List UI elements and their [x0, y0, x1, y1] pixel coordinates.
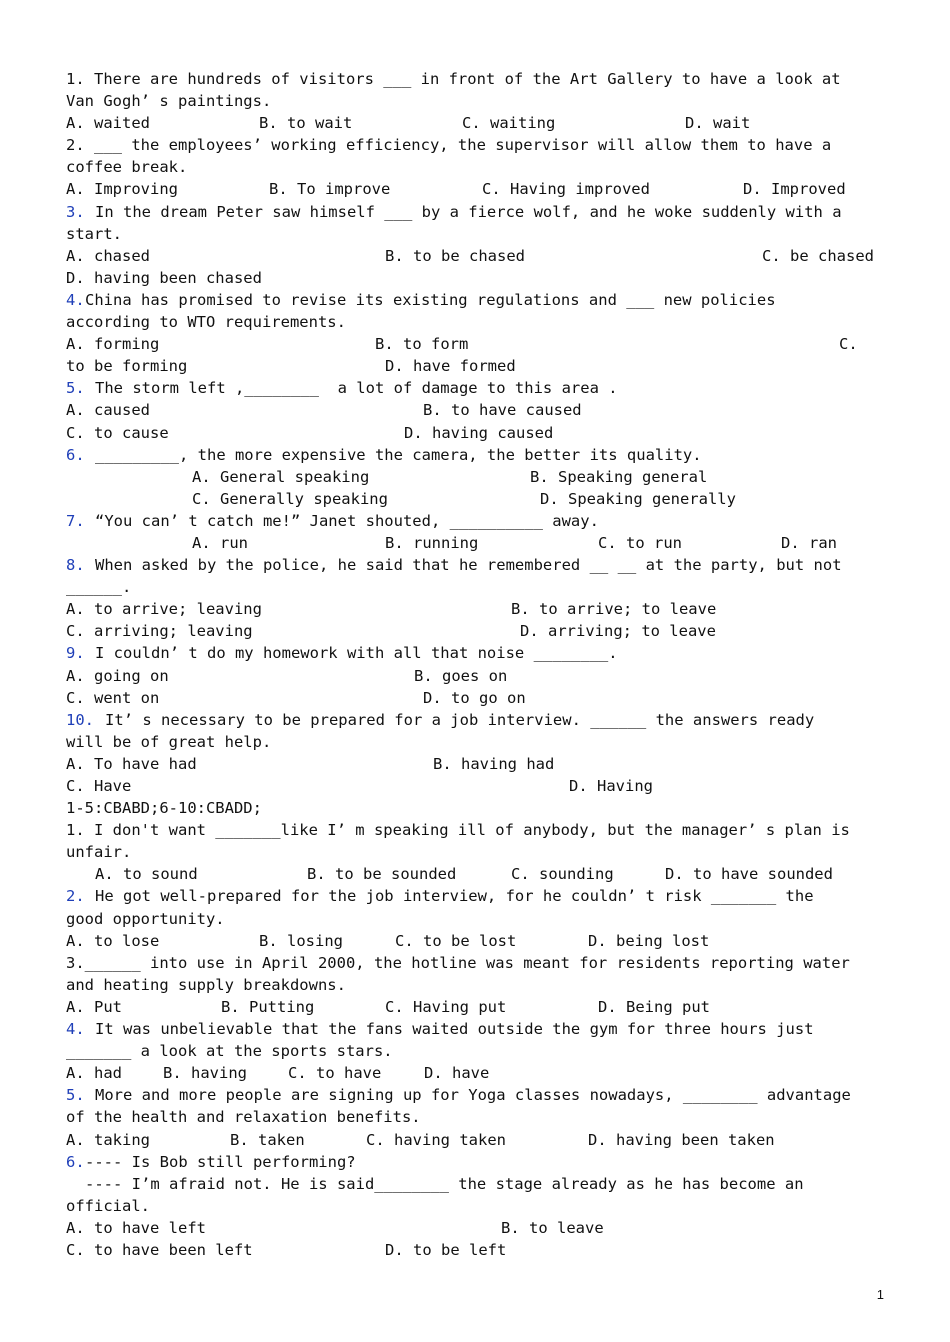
text-line: [66, 930, 886, 952]
text-segment: ---- Is Bob still performing?: [85, 1152, 356, 1171]
text-segment: D. to have sounded: [665, 865, 833, 884]
text-segment: 2. ___ the employees’ working efficiency, the supervisor will allow them to have a: [66, 136, 832, 155]
text-line: [66, 554, 886, 576]
text-line: [66, 1239, 886, 1261]
text-segment: B. To improve: [269, 180, 391, 199]
text-segment: C. to be lost: [395, 931, 517, 950]
text-segment: D. having been taken: [588, 1130, 775, 1149]
text-line: [66, 510, 886, 532]
text-line: [66, 134, 886, 156]
text-line: [66, 885, 886, 907]
text-segment: D. to go on: [423, 688, 526, 707]
text-segment: C. to have: [288, 1064, 382, 1083]
text-line: [66, 201, 886, 223]
text-line: [66, 1106, 886, 1128]
text-segment: C. to run: [598, 533, 682, 552]
text-line: [66, 1217, 886, 1239]
text-line: [66, 178, 886, 200]
text-segment: B. having: [163, 1064, 247, 1083]
text-line: [66, 245, 886, 267]
question-number: 9.: [66, 644, 85, 663]
text-line: [66, 841, 886, 863]
question-number: 6.: [66, 445, 85, 464]
text-line: [66, 1129, 886, 1151]
text-line: [66, 267, 886, 289]
text-segment: official.: [66, 1196, 150, 1215]
text-segment: A. Improving: [66, 180, 178, 199]
page-number: 1: [876, 1287, 884, 1302]
text-segment: A. to arrive; leaving: [66, 600, 262, 619]
question-number: 5.: [66, 379, 85, 398]
text-segment: 3.______ into use in April 2000, the hotline was meant for residents reporting water: [66, 953, 850, 972]
text-segment: D. to be left: [385, 1240, 507, 1259]
text-line: [66, 709, 886, 731]
text-segment: It was unbelievable that the fans waited outside the gym for three hours just: [95, 1020, 814, 1039]
text-segment: A. going on: [66, 666, 169, 685]
text-line: [66, 952, 886, 974]
text-line: [66, 466, 886, 488]
text-line: [66, 819, 886, 841]
question-number: 7.: [66, 511, 85, 530]
text-line: [66, 399, 886, 421]
text-segment: 1-5:CBABD;6-10:CBADD;: [66, 799, 262, 818]
text-segment: C.: [839, 335, 858, 354]
text-segment: D. Having: [569, 777, 653, 795]
text-line: [66, 1018, 886, 1040]
text-line: [66, 731, 886, 753]
text-segment: will be of great help.: [66, 732, 272, 751]
text-line: [66, 112, 886, 134]
text-segment: A. forming: [66, 335, 160, 354]
text-segment: C. arriving; leaving: [66, 622, 253, 641]
text-segment: according to WTO requirements.: [66, 313, 346, 332]
text-segment: D. wait: [685, 114, 751, 133]
question-number: 2.: [66, 887, 85, 906]
document-body: [66, 68, 886, 1261]
text-line: [66, 642, 886, 664]
text-line: [66, 333, 886, 355]
text-segment: A. To have had: [66, 754, 197, 773]
text-segment: B. losing: [259, 931, 343, 950]
text-line: [66, 289, 886, 311]
text-segment: D. Speaking generally: [540, 489, 736, 508]
text-line: [66, 863, 886, 885]
text-line: [66, 90, 886, 112]
text-segment: C. having taken: [366, 1130, 506, 1149]
text-segment: D. arriving; to leave: [520, 622, 716, 641]
text-segment: A. Put: [66, 997, 122, 1016]
text-line: [66, 996, 886, 1018]
question-number: 10.: [66, 710, 94, 729]
text-line: [66, 687, 886, 709]
text-segment: start.: [66, 224, 122, 243]
text-segment: B. to be chased: [385, 246, 525, 265]
text-segment: B. to have caused: [423, 401, 582, 420]
text-segment: B. to leave: [501, 1218, 604, 1237]
text-segment: When asked by the police, he said that he remembered __ __ at the party, but not: [95, 556, 842, 575]
question-number: 6.: [66, 1152, 85, 1171]
text-segment: and heating supply breakdowns.: [66, 975, 346, 994]
text-segment: B. taken: [230, 1130, 305, 1149]
text-line: [66, 377, 886, 399]
text-line: [66, 532, 886, 554]
text-segment: D. being lost: [588, 931, 710, 950]
text-line: [66, 1084, 886, 1106]
text-segment: I couldn’ t do my homework with all that noise ________.: [95, 644, 618, 663]
text-segment: “You can’ t catch me!” Janet shouted, __________ away.: [95, 511, 599, 530]
text-line: [66, 422, 886, 444]
text-line: [66, 311, 886, 333]
text-line: [66, 908, 886, 930]
text-segment: D. Being put: [598, 997, 710, 1016]
text-segment: It’ s necessary to be prepared for a job interview. ______ the answers ready: [105, 710, 815, 729]
text-segment: B. running: [385, 533, 479, 552]
text-segment: He got well-prepared for the job interview, for he couldn’ t risk _______ the: [95, 887, 814, 906]
text-segment: B. to arrive; to leave: [511, 600, 717, 619]
text-segment: ______.: [66, 578, 132, 597]
text-segment: good opportunity.: [66, 909, 225, 928]
text-line: [66, 753, 886, 775]
text-segment: In the dream Peter saw himself ___ by a fierce wolf, and he woke suddenly with a: [95, 202, 842, 221]
question-number: 4.: [66, 290, 85, 309]
text-line: [66, 1062, 886, 1084]
text-segment: B. goes on: [414, 666, 508, 685]
text-segment: A. caused: [66, 401, 150, 420]
text-segment: B. to form: [375, 335, 469, 354]
text-line: [66, 1195, 886, 1217]
text-segment: A. to sound: [95, 865, 198, 884]
text-line: [66, 974, 886, 996]
text-line: [66, 797, 886, 819]
text-segment: of the health and relaxation benefits.: [66, 1108, 421, 1127]
text-segment: A. waited: [66, 114, 150, 133]
text-segment: D. ran: [781, 533, 837, 552]
text-line: [66, 223, 886, 245]
text-segment: 1. There are hundreds of visitors ___ in front of the Art Gallery to have a look at: [66, 70, 841, 88]
text-line: [66, 598, 886, 620]
text-segment: China has promised to revise its existing regulations and ___ new policies: [85, 290, 776, 309]
text-segment: D. have formed: [385, 357, 516, 376]
text-line: [66, 665, 886, 687]
text-segment: unfair.: [66, 843, 132, 862]
text-segment: C. sounding: [511, 865, 614, 884]
text-segment: D. having been chased: [66, 268, 262, 287]
text-segment: A. chased: [66, 246, 150, 265]
text-line: [66, 576, 886, 598]
text-segment: 1. I don't want _______like I’ m speaking ill of anybody, but the manager’ s plan is: [66, 821, 850, 840]
text-line: [66, 444, 886, 466]
text-segment: B. Speaking general: [530, 467, 708, 486]
text-line: [66, 1040, 886, 1062]
text-segment: More and more people are signing up for Yoga classes nowadays, ________ advantage: [95, 1086, 851, 1105]
text-line: [66, 775, 886, 797]
question-number: 4.: [66, 1020, 85, 1039]
text-segment: A. to lose: [66, 931, 160, 950]
text-segment: Van Gogh’ s paintings.: [66, 92, 272, 111]
text-segment: A. taking: [66, 1130, 150, 1149]
text-segment: B. having had: [433, 754, 555, 773]
text-segment: C. Generally speaking: [192, 489, 388, 508]
text-segment: A. run: [192, 533, 248, 552]
text-segment: C. Have: [66, 777, 132, 795]
text-segment: _______ a look at the sports stars.: [66, 1042, 393, 1061]
text-segment: D. have: [424, 1064, 490, 1083]
text-segment: ---- I’m afraid not. He is said________ the stage already as he has become an: [85, 1174, 804, 1193]
text-segment: to be forming: [66, 357, 188, 376]
text-segment: B. Putting: [221, 997, 315, 1016]
text-line: [66, 488, 886, 510]
text-segment: coffee break.: [66, 158, 188, 177]
text-segment: _________, the more expensive the camera, the better its quality.: [95, 445, 702, 464]
text-segment: D. Improved: [743, 180, 846, 199]
text-line: [66, 1173, 886, 1195]
text-segment: C. waiting: [462, 114, 556, 133]
question-number: 3.: [66, 202, 85, 221]
text-segment: C. be chased: [762, 246, 874, 265]
text-line: [66, 68, 886, 90]
text-line: [66, 620, 886, 642]
question-number: 8.: [66, 556, 85, 575]
text-segment: B. to be sounded: [307, 865, 457, 884]
text-line: [66, 355, 886, 377]
text-segment: The storm left ,________ a lot of damage to this area .: [95, 379, 618, 398]
text-segment: C. to have been left: [66, 1240, 253, 1259]
text-line: [66, 1151, 886, 1173]
text-line: [66, 156, 886, 178]
text-segment: B. to wait: [259, 114, 353, 133]
question-number: 5.: [66, 1086, 85, 1105]
text-segment: D. having caused: [404, 423, 554, 442]
text-segment: C. Having put: [385, 997, 507, 1016]
text-segment: A. to have left: [66, 1218, 206, 1237]
text-segment: C. went on: [66, 688, 160, 707]
text-segment: A. General speaking: [192, 467, 370, 486]
text-segment: C. Having improved: [482, 180, 650, 199]
text-segment: A. had: [66, 1064, 122, 1083]
text-segment: C. to cause: [66, 423, 169, 442]
